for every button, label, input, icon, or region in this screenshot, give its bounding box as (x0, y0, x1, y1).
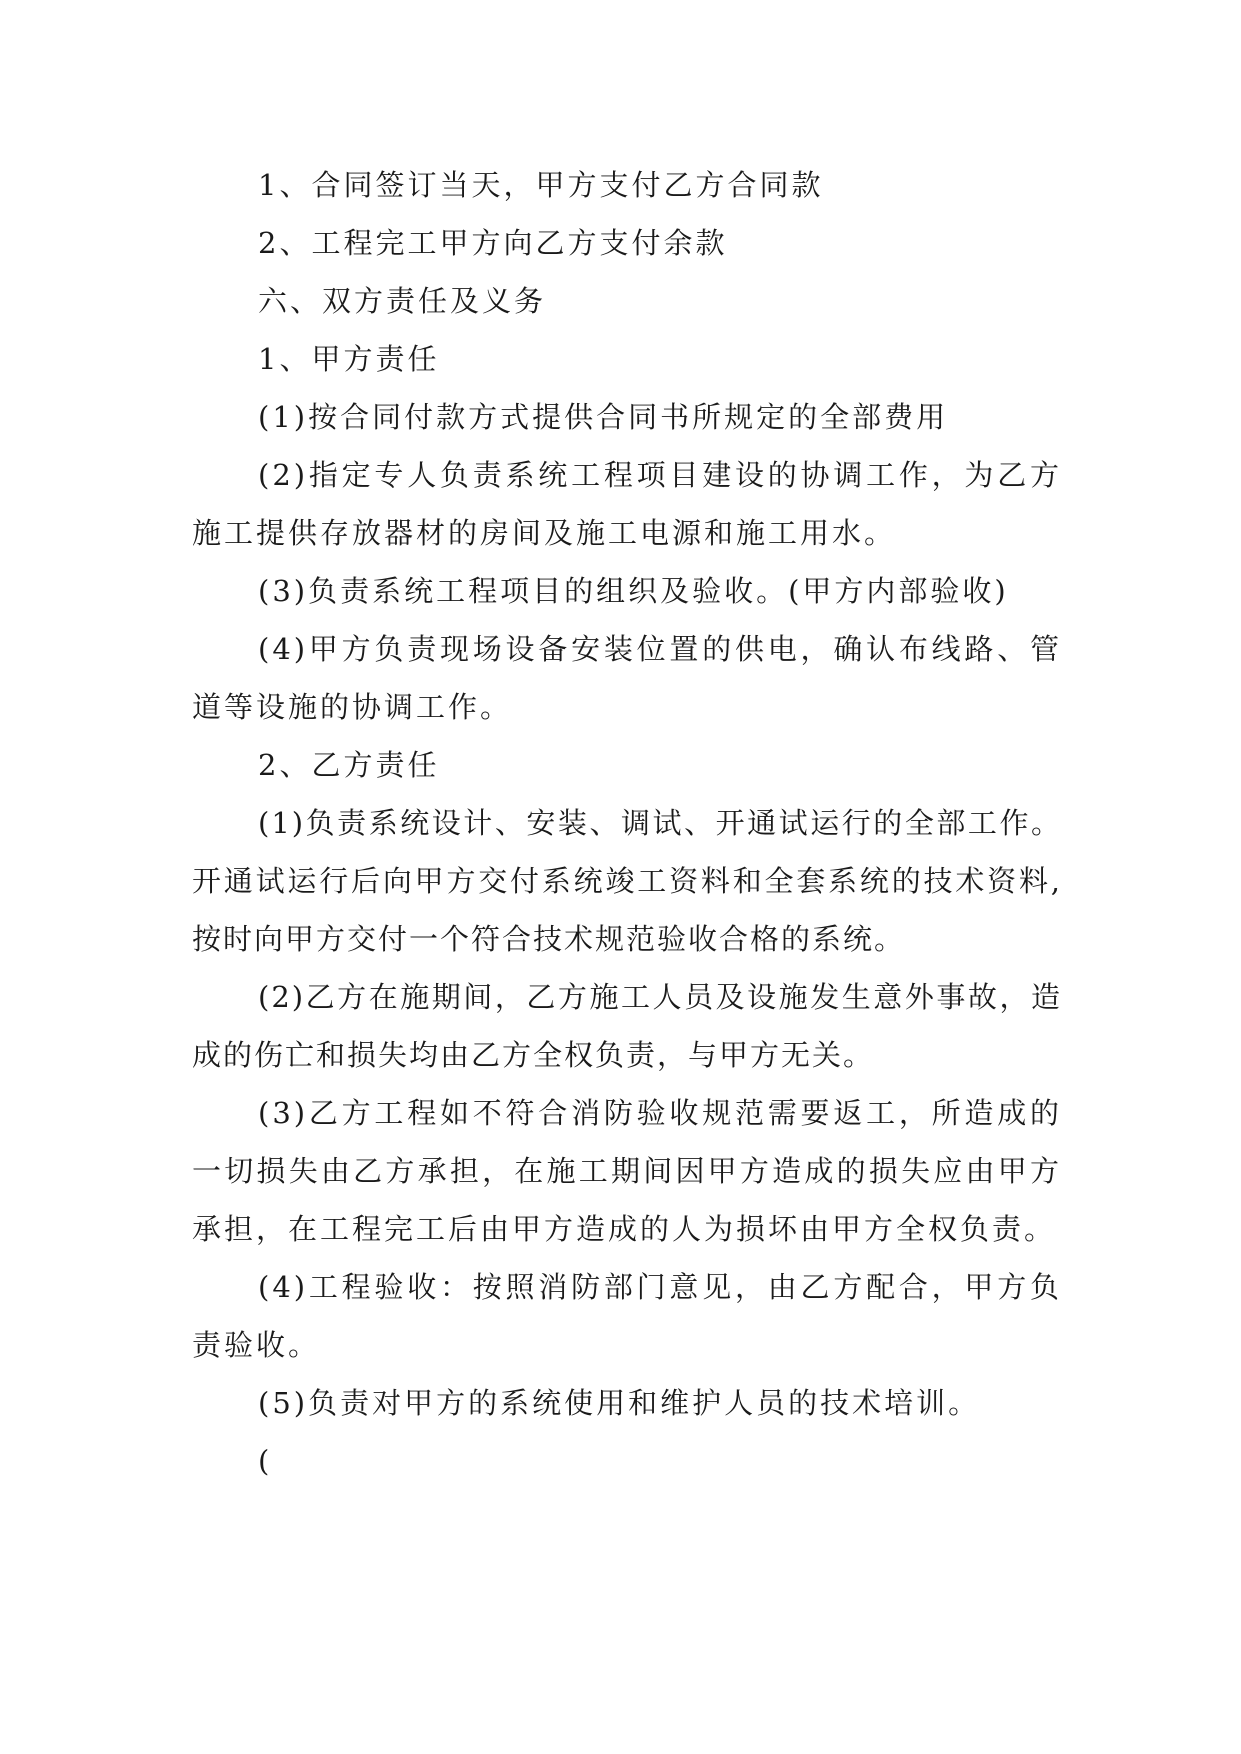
party-b-item-1: (1)负责系统设计、安装、调试、开通试运行的全部工作。开通试运行后向甲方交付系统竣工资料和全套系统的技术资料,按时向甲方交付一个符合技术规范验收合格的系统。 (192, 806, 1062, 956)
section-heading-responsibilities: 六、双方责任及义务 (258, 284, 547, 318)
party-a-heading: 1、甲方责任 (258, 342, 440, 376)
party-a-item-3: (3)负责系统工程项目的组织及验收。(甲方内部验收) (258, 574, 1009, 608)
party-b-item-4: (4)工程验收：按照消防部门意见，由乙方配合，甲方负责验收。 (192, 1270, 1062, 1362)
party-b-item-5: (5)负责对甲方的系统使用和维护人员的技术培训。 (258, 1386, 981, 1420)
truncated-item: ( (258, 1444, 273, 1478)
party-b-heading: 2、乙方责任 (258, 748, 440, 782)
party-a-item-4: (4)甲方负责现场设备安装位置的供电，确认布线路、管道等设施的协调工作。 (192, 632, 1062, 724)
party-a-item-1: (1)按合同付款方式提供合同书所规定的全部费用 (258, 400, 949, 434)
document-body (192, 156, 1062, 1490)
payment-clause-2: 2、工程完工甲方向乙方支付余款 (258, 226, 728, 260)
party-b-item-2: (2)乙方在施期间，乙方施工人员及设施发生意外事故，造成的伤亡和损失均由乙方全权负责，与甲方无关。 (192, 980, 1062, 1072)
payment-clause-1: 1、合同签订当天，甲方支付乙方合同款 (258, 168, 824, 202)
party-b-item-3: (3)乙方工程如不符合消防验收规范需要返工，所造成的一切损失由乙方承担，在施工期间因甲方造成的损失应由甲方承担，在工程完工后由甲方造成的人为损坏由甲方全权负责。 (192, 1096, 1062, 1246)
party-a-item-2: (2)指定专人负责系统工程项目建设的协调工作，为乙方施工提供存放器材的房间及施工电源和施工用水。 (192, 458, 1062, 550)
